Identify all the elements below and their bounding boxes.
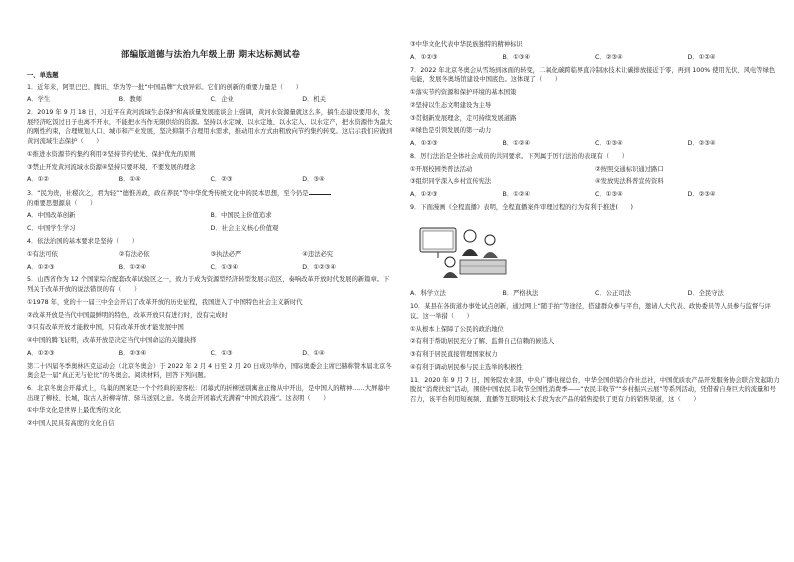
question-1-option-d: D．机关: [302, 96, 326, 104]
question-10: [410, 302, 780, 372]
question-6-item-1: ①中华文化是世界上最优秀的文化: [27, 407, 121, 415]
question-9-option-b: B．严格执法: [502, 290, 539, 298]
question-3-option-c: C．中国学生学习: [27, 225, 76, 233]
question-7-options: [410, 139, 780, 149]
question-5-item-3: ③只有改革开放才能救中国，只有改革开放才能发展中国: [27, 324, 184, 332]
question-1-options: [27, 95, 394, 105]
question-6-continued: [410, 40, 780, 62]
question-7: [410, 66, 780, 149]
question-6-option-d: D．①②④: [687, 53, 716, 61]
question-5-item-2: ②改革开放是当代中国最鲜明的特色，改革开放只有进行时，没有完成时: [27, 311, 228, 319]
question-9-options: [410, 289, 780, 299]
question-4-stem: 4．依法治国的基本要求是坚持（ ）: [27, 238, 139, 245]
question-3-options-row-2: [27, 224, 394, 234]
question-4-item-3: ③执法必严: [210, 250, 242, 258]
left-content: [27, 71, 394, 432]
question-2-option-c: C．②③: [210, 176, 233, 184]
right-content: [410, 40, 780, 408]
question-4-options: [27, 263, 394, 273]
question-3-stem-a: 3．“民为贵，社稷次之，君为轻”“德惟善政，政在养民”等中华优秀传统文化中的民本思想，至今仍是: [27, 190, 309, 198]
question-8-option-d: D．②③④: [687, 191, 716, 199]
question-8-stem: 8．厉行法治是全体社会成员的共同要求。下列属于厉行法治的表现有（ ）: [410, 152, 629, 160]
question-5-option-b: B．②③④: [118, 349, 147, 357]
question-9-stem: 9．下面漫画《全程直播》表明，全程直播案件审理过程的行为有利于推进( ): [410, 203, 634, 211]
question-8-items-row-1: [410, 165, 780, 175]
question-10-item-4: ④有利于调动居民参与民主选举的积极性: [410, 363, 523, 371]
question-6: [27, 384, 394, 429]
question-1-option-a: A．学生: [27, 96, 51, 104]
question-7-option-b: B．①②④: [502, 140, 531, 148]
question-7-option-c: C．①③④: [595, 140, 623, 148]
question-2-option-b: B．①④: [118, 176, 141, 184]
question-7-item-4: ④绿色是引领发展的第一动力: [410, 127, 492, 135]
question-3-stem: [27, 188, 394, 208]
question-3: [27, 188, 394, 234]
question-10-stem: 10．某县在各街道办事处试点创新，通过网上“随手拍”等途径，搭建群众参与平台，邀请人大代表、政协委员等人员参与监督与评议。这一举措（ ）: [410, 303, 771, 320]
question-8-options: [410, 190, 780, 200]
question-10-item-3: ③有利于居民直接管理国家权力: [410, 351, 498, 359]
section-heading-single-choice: 一、单选题: [27, 72, 59, 79]
question-6-option-b: B．①③④: [502, 53, 531, 61]
question-4-item-2: ②有法必依: [118, 250, 150, 258]
question-5: [27, 275, 394, 358]
question-6-item-3: ③中华文化代表中华民族独特的精神标识: [410, 41, 523, 48]
question-3-option-b: B．中国民主价值追求: [210, 212, 272, 220]
question-8-option-a: A．①②③: [410, 191, 438, 199]
question-9: [410, 203, 780, 299]
question-8: [410, 152, 780, 200]
question-8-items-row-2: [410, 177, 780, 187]
question-5-options: [27, 349, 394, 359]
question-1: [27, 83, 394, 105]
question-5-option-d: D．①④: [302, 349, 325, 357]
question-8-option-b: B．①②④: [502, 191, 531, 199]
question-8-item-1: ①开展校园类普法活动: [410, 165, 473, 173]
question-7-item-1: ①落实节约资源和保护环境的基本国策: [410, 88, 517, 96]
question-7-item-3: ③贯彻新发展理念，走可持续发展道路: [410, 114, 517, 122]
question-6-item-2: ②中国人民具有高度的文化自信: [27, 420, 115, 428]
question-4-items: [27, 250, 394, 260]
question-8-option-c: C．①③④: [595, 191, 623, 199]
question-10-item-2: ②有利于帮助居民充分了解、监督自己信赖的候选人: [410, 338, 555, 346]
question-2-stem: 2．2019 年 9 月 18 日，习近平在黄河流域生态保护和高质量发展座谈会上强调，黄河水资源量就这么多，搞生态建设要用水，发展经济吃饭过日子也离不开水，不能把水当作无限供给的资源。坚持以水定城、以水定地、以水定人、以水定产，把水资源作为最大的刚性约束，合理规划人口、城市和产业发展，坚决抑制不合理用水需求，推动用水方式由粗放向节约集约转变。这启示我们应做到黄河流域生态保护（ ）: [27, 109, 393, 145]
question-4-option-b: B．①②④: [118, 263, 147, 271]
question-5-item-4: ④中国的腾飞证明，改革开放是决定当代中国命运的关键抉择: [27, 337, 197, 345]
question-11: [410, 376, 780, 405]
question-6-option-a: A．①②③: [410, 53, 438, 61]
question-6-option-c: C．②③④: [595, 53, 623, 61]
exam-title: 部编版道德与法治九年级上册 期末达标测试卷: [120, 50, 301, 60]
question-2-options: [27, 175, 394, 185]
question-8-item-2: ②按照交通标识通过路口: [595, 165, 664, 173]
question-4-option-c: C．①③④: [210, 263, 239, 271]
question-2-item-1: ①推进水资源节约集约利用②坚持节约优先、保护优先的原则: [27, 150, 196, 158]
question-10-item-1: ①从根本上保障了公民的政治地位: [410, 325, 504, 333]
question-3-option-a: A．中国改革创新: [27, 212, 76, 220]
question-7-item-2: ②坚持以生态文明建设为主导: [410, 101, 492, 109]
question-6-options: [410, 53, 780, 63]
question-7-option-d: D．②③④: [687, 140, 716, 148]
question-2: [27, 108, 394, 185]
question-1-stem: 1．近年来，阿里巴巴、腾讯、华为等一批“中国品牌”大放异彩。它们的创新的重要力量是（ ）: [27, 83, 302, 91]
reading-passage: 第二十四届冬季奥林匹克运动会（北京冬奥会）于 2022 年 2 月 4 日至 2 月 20 日成功举办，国际奥委会主席巴赫称赞本届北京冬奥会是一届“真正无与伦比”的冬奥会。阅读材料，回答下列问题。: [27, 362, 392, 380]
courtroom-cartoon-image: [414, 222, 512, 280]
question-4: [27, 237, 394, 272]
question-4-option-d: D．①②③④: [302, 263, 336, 271]
question-11-stem: 11．2020 年 9 月 7 日，国务院农业部，中央广播电视总台，中华全国供销合作社总社，中国优质农产品开发服务协会联合发起助力脱贫“消费扶贫”活动，围绕中国农民丰收节全国性消费季——“农民丰收节”“乡村振兴云展”等系列活动，凭借着自身巨大的流量和号召力，该平台利用短视频、直播等互联网技术手段为农产品的销售提供了更有力的销售渠道，这（ ）: [410, 376, 780, 403]
question-9-option-c: C．公正司法: [595, 290, 631, 298]
question-4-option-a: A．①②③: [27, 263, 55, 271]
question-3-option-d: D．社会主义核心价值观: [210, 225, 279, 233]
answer-blank: [309, 188, 331, 195]
question-7-stem: 7．2022 年北京冬奥会从雪场到冰面的转变，二氧化碳跨临界直冷制冰技术让碳排放接近于零，再到 100% 使用光伏、风电等绿色电能，发展冬奥场馆建设中国底色。这体现了（ ）: [410, 66, 776, 84]
question-5-stem: 5．山西省作为 12 个国家综合配套改革试验区之一，致力于成为资源型经济转型发展示范区，奏响改革开放时代发展的新篇章。下列关于改革开放的说法错误的有（ ）: [27, 276, 390, 293]
question-4-item-4: ④违法必究: [302, 250, 334, 258]
question-9-option-d: D．全民守法: [687, 290, 724, 298]
question-1-option-c: C．企业: [210, 96, 234, 104]
question-3-options-row-1: [27, 211, 394, 221]
question-5-option-c: C．①③: [210, 349, 233, 357]
question-7-option-a: A．①②③: [410, 140, 438, 148]
question-9-option-a: A．科学立法: [410, 290, 446, 298]
question-1-option-b: B．教师: [118, 96, 142, 104]
question-6-stem: 6．北京冬奥会开幕式上，鸟巢的图案是一个个经典的迎客松：闭幕式的折柳送别寓意正像从中开出，是中国人的精神……大屏幕中出现了柳枝、长城，取古人折柳寄情、驿马送别之意。冬奥会开闭幕式充满着“中国式浪漫”。这表明（ ）: [27, 385, 390, 402]
question-8-item-3: ③组织同学深入乡村宣传宪法: [410, 178, 492, 186]
question-5-item-1: ①1978 年，党的十一届三中全会开启了改革开放的历史征程，我国进入了中国特色社会主义新时代: [27, 298, 303, 306]
question-2-option-a: A．①②: [27, 176, 49, 184]
question-2-item-2: ③禁止开发黄河流域水资源④坚持只要环境、不要发展的理念: [27, 163, 196, 171]
question-8-item-4: ④发放宪法科普宣传资料: [595, 178, 664, 186]
question-2-option-d: D．③④: [302, 176, 325, 184]
question-4-item-1: ①有法可依: [27, 250, 58, 258]
question-5-option-a: A．①②③: [27, 349, 55, 357]
question-3-stem-b: 的重要思想源泉（ ）: [27, 199, 97, 207]
